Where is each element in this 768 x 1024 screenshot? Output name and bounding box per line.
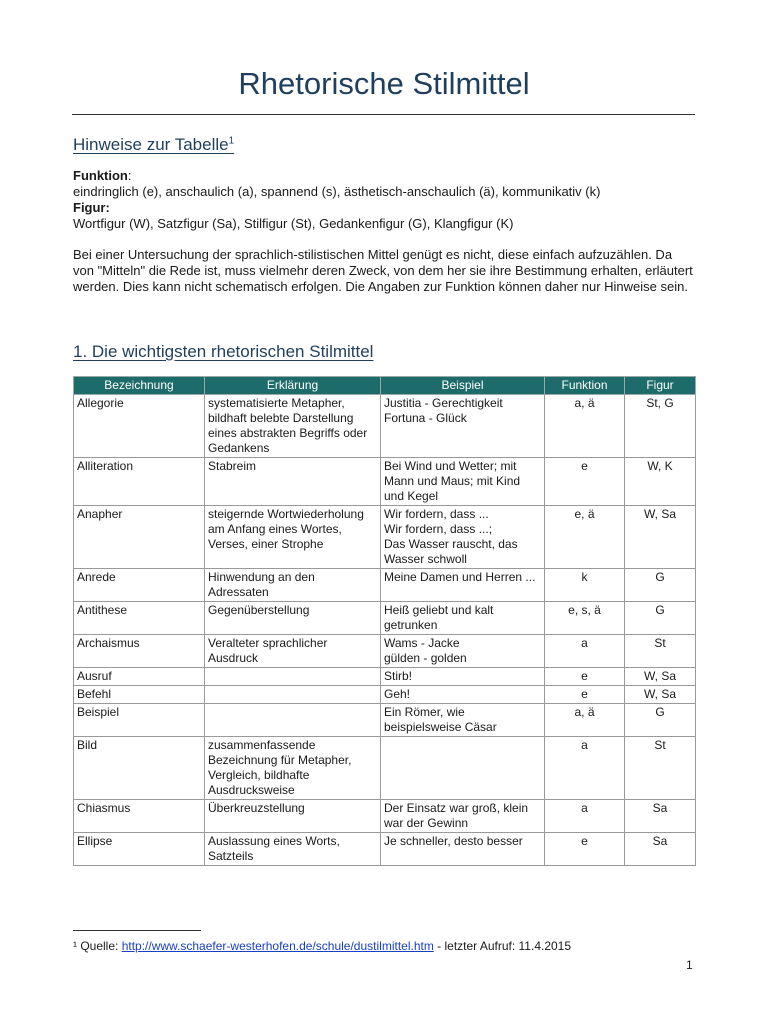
function-colon: : [127,168,132,183]
function-legend [73,168,693,232]
cell-explanation [205,686,381,704]
cell-name: Befehl [74,686,205,704]
cell-figure: W, Sa [625,506,696,569]
cell-example: Stirb! [381,668,545,686]
cell-explanation: systematisierte Metapher, bildhaft belebte Darstellung eines abstrakten Begriffs oder Gedankens [205,395,381,458]
cell-function: a [545,800,625,833]
function-text: eindringlich (e), anschaulich (a), spannend (s), ästhetisch-anschaulich (ä), kommunikativ (k) [73,184,601,199]
cell-name: Bild [74,737,205,800]
cell-function: a [545,635,625,668]
cell-name: Ellipse [74,833,205,866]
cell-explanation [205,668,381,686]
cell-name: Anapher [74,506,205,569]
column-header: Erklärung [205,377,381,395]
column-header: Funktion [545,377,625,395]
cell-function: e [545,686,625,704]
cell-function: a [545,737,625,800]
cell-example: Wams - Jacke gülden - golden [381,635,545,668]
table-row [74,395,696,458]
table-row [74,506,696,569]
table-header-row [74,377,696,395]
column-header: Bezeichnung [74,377,205,395]
cell-explanation: Auslassung eines Worts, Satzteils [205,833,381,866]
cell-example: Ein Römer, wie beispielsweise Cäsar [381,704,545,737]
cell-explanation: Gegenüberstellung [205,602,381,635]
cell-example [381,737,545,800]
cell-example: Heiß geliebt und kalt getrunken [381,602,545,635]
cell-explanation: Veralteter sprachlicher Ausdruck [205,635,381,668]
cell-figure: St [625,635,696,668]
cell-example: Wir fordern, dass ... Wir fordern, dass ...; Das Wasser rauscht, das Wasser schwoll [381,506,545,569]
notes-heading-text: Hinweise zur Tabelle [73,135,229,154]
cell-figure: Sa [625,833,696,866]
cell-name: Chiasmus [74,800,205,833]
table-row [74,704,696,737]
source-link[interactable]: http://www.schaefer-westerhofen.de/schule/dustilmittel.htm [121,939,434,953]
table-row [74,668,696,686]
function-label: Funktion [73,168,128,183]
page-title: Rhetorische Stilmittel [238,66,530,101]
cell-function: k [545,569,625,602]
cell-explanation: Stabreim [205,458,381,506]
cell-name: Beispiel [74,704,205,737]
cell-example: Justitia - Gerechtigkeit Fortuna - Glück [381,395,545,458]
cell-figure: St [625,737,696,800]
column-header: Figur [625,377,696,395]
table-row [74,737,696,800]
table-row [74,569,696,602]
cell-explanation: Überkreuzstellung [205,800,381,833]
table-row [74,833,696,866]
page-number: 1 [686,958,693,972]
footnote-suffix: - letzter Aufruf: 11.4.2015 [433,939,572,953]
table-row [74,800,696,833]
column-header: Beispiel [381,377,545,395]
cell-name: Allegorie [74,395,205,458]
cell-figure: W, K [625,458,696,506]
notes-body: Bei einer Untersuchung der sprachlich-stilistischen Mittel genügt es nicht, diese einfach aufzuzählen. Da von "Mitteln" die Rede ist, muss vielmehr deren Zweck, von dem her sie ihre Bestimmung erhalten, erläutert werden. Dies kann nicht schematisch erfolgen. Die Angaben zur Funktion können daher nur Hinweise sein. [73,247,693,294]
cell-figure: G [625,704,696,737]
cell-function: e, s, ä [545,602,625,635]
figure-text: Wortfigur (W), Satzfigur (Sa), Stilfigur (St), Gedankenfigur (G), Klangfigur (K) [73,216,514,231]
cell-explanation [205,704,381,737]
cell-example: Je schneller, desto besser [381,833,545,866]
table-row [74,602,696,635]
footnote [73,939,571,953]
cell-function: e [545,668,625,686]
table-row [74,458,696,506]
cell-function: e, ä [545,506,625,569]
cell-example: Geh! [381,686,545,704]
footnote-reference: 1 [228,135,235,147]
cell-figure: G [625,602,696,635]
cell-figure: G [625,569,696,602]
notes-heading [73,135,234,155]
cell-figure: Sa [625,800,696,833]
table-heading: 1. Die wichtigsten rhetorischen Stilmittel [73,342,374,361]
figure-label: Figur: [73,200,110,215]
cell-function: e [545,833,625,866]
cell-name: Alliteration [74,458,205,506]
cell-example: Der Einsatz war groß, klein war der Gewinn [381,800,545,833]
cell-name: Antithese [74,602,205,635]
cell-function: a, ä [545,704,625,737]
cell-name: Ausruf [74,668,205,686]
cell-example: Bei Wind und Wetter; mit Mann und Maus; mit Kind und Kegel [381,458,545,506]
cell-function: e [545,458,625,506]
cell-explanation: zusammenfassende Bezeichnung für Metapher, Vergleich, bildhafte Ausdrucksweise [205,737,381,800]
cell-figure: St, G [625,395,696,458]
table-row [74,686,696,704]
cell-figure: W, Sa [625,668,696,686]
footnote-marker: ¹ Quelle: [73,939,122,953]
footnote-divider [73,930,201,931]
cell-function: a, ä [545,395,625,458]
table-row [74,635,696,668]
cell-name: Archaismus [74,635,205,668]
cell-example: Meine Damen und Herren ... [381,569,545,602]
cell-name: Anrede [74,569,205,602]
cell-explanation: Hinwendung an den Adressaten [205,569,381,602]
cell-explanation: steigernde Wortwiederholung am Anfang eines Wortes, Verses, einer Strophe [205,506,381,569]
stylistic-devices-table [73,376,696,866]
cell-figure: W, Sa [625,686,696,704]
title-divider [72,114,695,115]
